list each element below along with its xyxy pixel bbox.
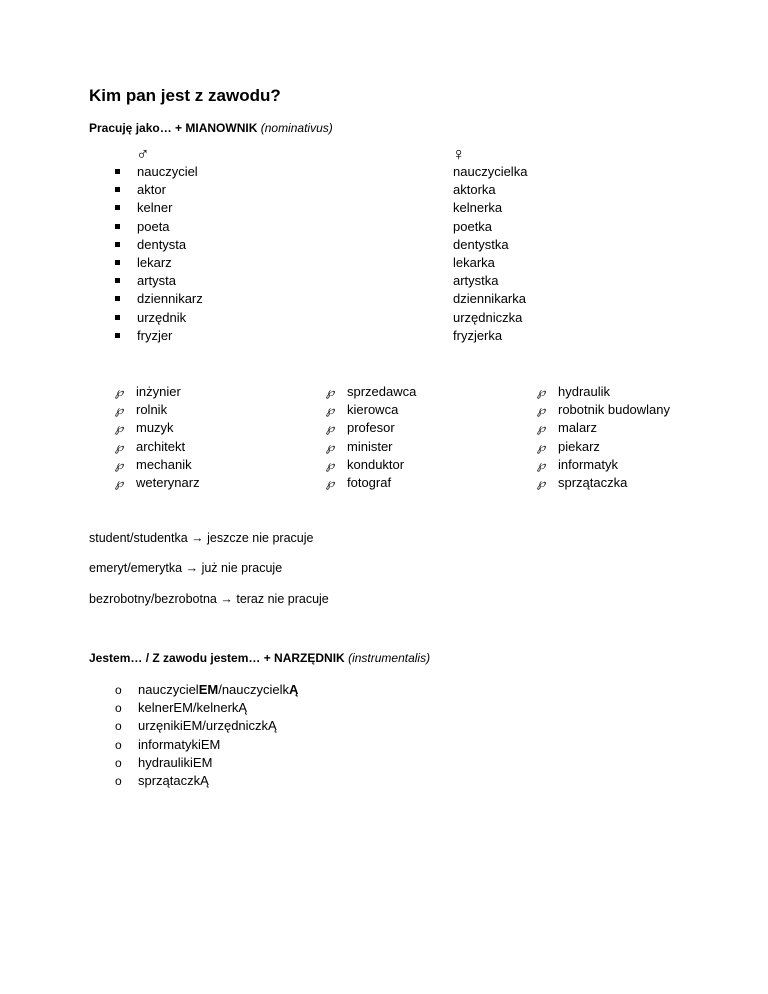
item-text: nauczyciel — [138, 682, 199, 697]
professions-column-2 — [326, 383, 416, 492]
profession-female: dziennikarka — [453, 291, 526, 307]
status-left: student/studentka — [89, 531, 188, 545]
list-item — [0, 327, 203, 345]
circle-bullet-icon: o — [115, 755, 122, 770]
profession-female: urzędniczka — [453, 309, 523, 325]
status-right: jeszcze nie pracuje — [207, 531, 314, 545]
list-item — [0, 199, 203, 217]
page-title: Kim pan jest z zawodu? — [89, 86, 281, 105]
profession-female: nauczycielka — [453, 164, 528, 179]
square-bullet-icon — [115, 333, 120, 338]
flower-bullet-icon: ℘ — [326, 457, 335, 472]
profession-male: dziennikarz — [137, 291, 203, 307]
status-left: emeryt/emerytka — [89, 561, 183, 575]
list-item — [0, 272, 203, 290]
list-item — [115, 438, 200, 456]
status-line-bezrobotny — [89, 592, 329, 606]
profession-male: poeta — [137, 218, 170, 234]
list-item — [115, 681, 298, 699]
profession-female: lekarka — [453, 254, 495, 270]
nominative-heading-text: Pracuję jako… + MIANOWNIK — [89, 121, 258, 135]
flower-bullet-icon: ℘ — [326, 439, 335, 454]
list-item — [115, 772, 298, 790]
profession: mechanik — [136, 456, 192, 472]
item-text: kelnerEM/kelnerkĄ — [138, 700, 248, 716]
profession-female: kelnerka — [453, 200, 503, 216]
square-bullet-icon — [115, 187, 120, 192]
profession-male: artysta — [137, 273, 177, 289]
professions-column-3 — [537, 383, 670, 492]
profession: hydraulik — [558, 384, 611, 399]
list-item — [115, 736, 298, 754]
list-item — [326, 419, 416, 437]
list-item — [326, 438, 416, 456]
flower-bullet-icon: ℘ — [326, 403, 335, 418]
square-bullet-icon — [115, 205, 120, 210]
list-item — [326, 401, 416, 419]
list-item — [537, 456, 670, 474]
status-line-student — [89, 531, 313, 545]
profession: robotnik budowlany — [558, 402, 671, 418]
flower-bullet-icon: ℘ — [115, 403, 124, 418]
flower-bullet-icon: ℘ — [326, 385, 335, 399]
list-item — [537, 474, 670, 492]
profession-female: poetka — [453, 218, 493, 234]
list-item — [115, 401, 200, 419]
profession: inżynier — [136, 384, 181, 399]
profession-female: artystka — [453, 273, 499, 289]
flower-bullet-icon: ℘ — [115, 421, 124, 436]
flower-bullet-icon: ℘ — [326, 475, 335, 490]
circle-bullet-icon: o — [115, 701, 122, 716]
profession: konduktor — [347, 456, 405, 472]
status-right: teraz nie pracuje — [236, 592, 329, 606]
circle-bullet-icon: o — [115, 683, 122, 697]
flower-bullet-icon: ℘ — [537, 475, 546, 490]
profession-male: aktor — [137, 182, 166, 198]
profession: kierowca — [347, 402, 399, 418]
male-professions-list — [0, 163, 203, 345]
list-item — [537, 401, 670, 419]
list-item — [0, 309, 203, 327]
list-item — [0, 254, 203, 272]
list-item — [326, 383, 416, 401]
flower-bullet-icon: ℘ — [115, 385, 124, 399]
list-item — [115, 383, 200, 401]
flower-bullet-icon: ℘ — [115, 475, 124, 490]
list-item — [537, 438, 670, 456]
square-bullet-icon — [115, 278, 120, 283]
professions-column-1 — [115, 383, 200, 492]
list-item — [115, 456, 200, 474]
instrumental-list — [115, 681, 298, 790]
profession: sprzedawca — [347, 384, 417, 399]
nominative-heading-italic: (nominativus) — [260, 121, 333, 135]
profession-male: urzędnik — [137, 309, 187, 325]
status-line-emeryt — [89, 561, 282, 575]
item-text: /nauczycielk — [218, 682, 290, 697]
list-item — [115, 419, 200, 437]
item-text: informatykiEM — [138, 736, 221, 752]
square-bullet-icon — [115, 242, 120, 247]
arrow-icon: → — [191, 531, 204, 545]
list-item — [115, 474, 200, 492]
profession-female: dentystka — [453, 236, 509, 252]
profession: weterynarz — [136, 474, 200, 490]
profession-male: dentysta — [137, 236, 187, 252]
list-item — [0, 290, 203, 308]
item-text: urzęnikiEM/urzędniczkĄ — [138, 718, 277, 734]
square-bullet-icon — [115, 296, 120, 301]
square-bullet-icon — [115, 260, 120, 265]
profession: malarz — [558, 420, 598, 436]
item-ending-bold: EM — [198, 682, 219, 697]
flower-bullet-icon: ℘ — [537, 403, 546, 418]
profession: informatyk — [558, 456, 618, 472]
profession-male: fryzjer — [137, 327, 173, 343]
instrumental-heading-italic: (instrumentalis) — [348, 651, 431, 665]
flower-bullet-icon: ℘ — [115, 439, 124, 454]
list-item — [537, 383, 670, 401]
flower-bullet-icon: ℘ — [537, 385, 546, 399]
list-item — [0, 181, 203, 199]
profession: minister — [347, 438, 393, 454]
square-bullet-icon — [115, 169, 120, 174]
profession-male: lekarz — [137, 254, 172, 270]
profession-male: nauczyciel — [137, 164, 198, 179]
list-item — [326, 474, 416, 492]
list-item — [115, 717, 298, 735]
square-bullet-icon — [115, 224, 120, 229]
list-item — [0, 236, 203, 254]
circle-bullet-icon: o — [115, 773, 122, 788]
arrow-icon: → — [185, 561, 199, 575]
item-text: hydraulikiEM — [138, 754, 213, 770]
list-item — [0, 218, 203, 236]
circle-bullet-icon: o — [115, 737, 122, 752]
flower-bullet-icon: ℘ — [537, 439, 546, 454]
nominative-heading — [89, 121, 333, 135]
square-bullet-icon — [115, 315, 120, 320]
profession-female: fryzjerka — [453, 327, 503, 343]
circle-bullet-icon: o — [115, 719, 122, 734]
list-item — [0, 163, 203, 181]
profession: profesor — [347, 420, 395, 436]
profession-male: kelner — [137, 200, 173, 216]
status-right: już nie pracuje — [201, 561, 283, 575]
status-left: bezrobotny/bezrobotna — [89, 592, 217, 606]
arrow-icon: → — [220, 592, 233, 606]
flower-bullet-icon: ℘ — [537, 421, 546, 436]
list-item — [537, 419, 670, 437]
list-item — [326, 456, 416, 474]
male-symbol-icon: ♂ — [136, 144, 150, 164]
profession: muzyk — [136, 420, 174, 436]
instrumental-heading-text: Jestem… / Z zawodu jestem… + NARZĘDNIK — [89, 651, 345, 665]
flower-bullet-icon: ℘ — [115, 457, 124, 472]
profession: piekarz — [558, 438, 600, 454]
flower-bullet-icon: ℘ — [537, 457, 546, 472]
list-item — [115, 699, 298, 717]
profession-female: aktorka — [453, 182, 496, 198]
profession: rolnik — [136, 402, 168, 418]
flower-bullet-icon: ℘ — [326, 421, 335, 436]
list-item — [115, 754, 298, 772]
profession: fotograf — [347, 474, 392, 490]
profession: sprzątaczka — [558, 474, 628, 490]
profession: architekt — [136, 438, 186, 454]
female-symbol-icon: ♀ — [452, 144, 466, 164]
item-ending-bold: Ą — [289, 682, 299, 697]
female-professions-list — [453, 163, 527, 345]
item-text: sprzątaczkĄ — [138, 772, 209, 788]
instrumental-heading — [89, 651, 430, 665]
